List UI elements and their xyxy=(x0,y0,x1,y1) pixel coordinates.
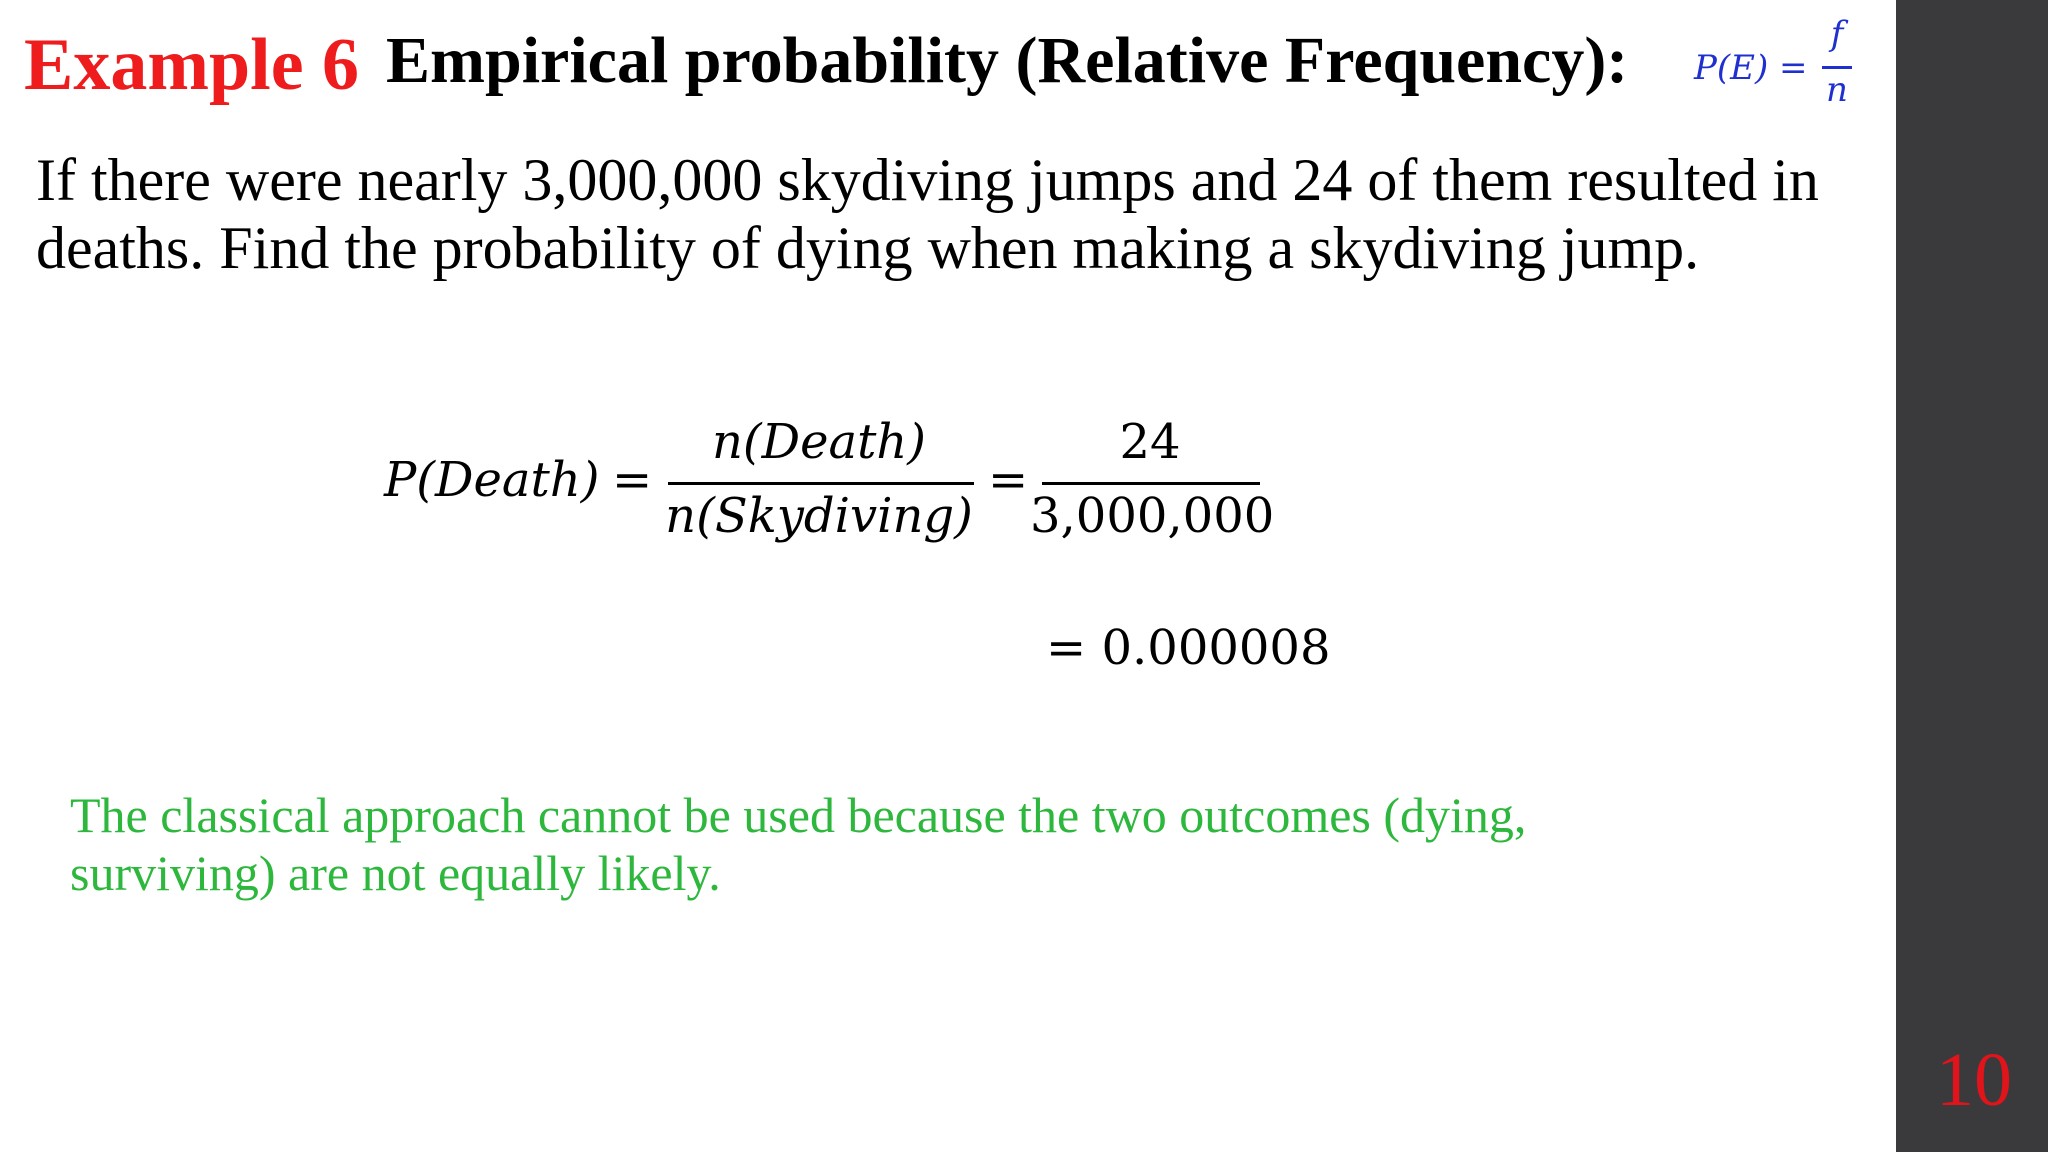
problem-line-1: If there were nearly 3,000,000 skydiving jumps and 24 of them resulted in xyxy=(36,147,1819,213)
fraction1-bar xyxy=(668,482,974,485)
formula-fraction xyxy=(1820,14,1854,114)
fraction1-numerator: n(Death) xyxy=(711,414,927,470)
formula-numerator: f xyxy=(1830,14,1844,54)
solution-lhs: P(Death) xyxy=(384,452,600,508)
problem-statement xyxy=(36,146,1876,282)
slide-title: Empirical probability (Relative Frequency): xyxy=(386,24,1629,97)
equals-sign-1: = xyxy=(612,452,653,508)
formula-fraction-bar xyxy=(1822,66,1852,69)
problem-line-2: deaths. Find the probability of dying when making a skydiving jump. xyxy=(36,215,1700,281)
fraction2-bar xyxy=(1042,482,1260,485)
example-label: Example 6 xyxy=(24,24,360,106)
note-line-1: The classical approach cannot be used because the two outcomes (dying, xyxy=(70,787,1527,843)
solution-result: = 0.000008 xyxy=(1046,620,1331,676)
page-number: 10 xyxy=(1936,1038,2012,1122)
empirical-formula xyxy=(1694,14,1854,114)
formula-lhs: P(E) = xyxy=(1694,48,1808,88)
fraction2-denominator: 3,000,000 xyxy=(1030,488,1275,544)
explanation-note xyxy=(70,786,1870,902)
equals-sign-2: = xyxy=(988,452,1029,508)
formula-denominator: n xyxy=(1826,70,1848,110)
side-panel xyxy=(1896,0,2048,1152)
note-line-2: surviving) are not equally likely. xyxy=(70,845,721,901)
fraction1-denominator: n(Skydiving) xyxy=(665,488,973,544)
fraction2-numerator: 24 xyxy=(1119,414,1181,470)
